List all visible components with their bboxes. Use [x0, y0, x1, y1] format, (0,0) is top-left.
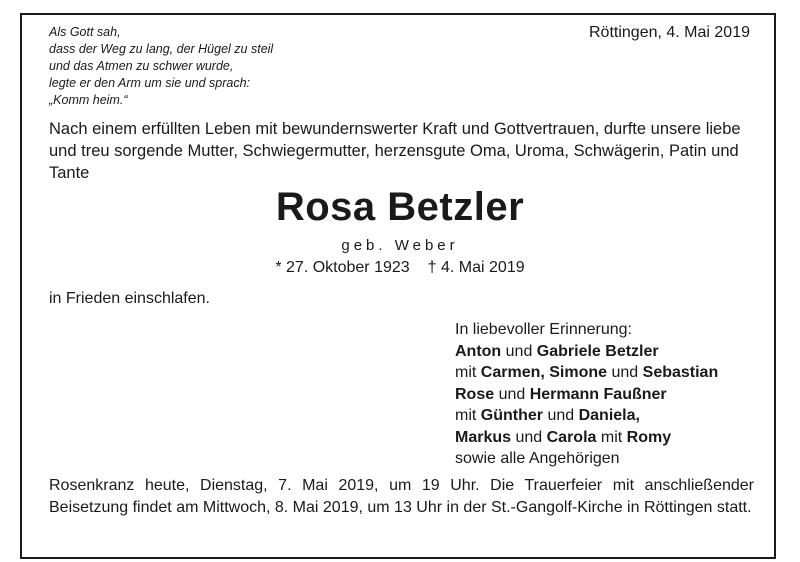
mourner-name: Markus: [455, 428, 512, 446]
joiner: und: [543, 407, 579, 424]
joiner: mit: [596, 428, 627, 446]
mourner-line: [455, 362, 718, 384]
mourner-name: Hermann Faußner: [529, 385, 667, 403]
joiner: mit: [455, 407, 481, 424]
life-dates: [0, 258, 800, 278]
poem-line: legte er den Arm um sie und sprach:: [49, 76, 251, 90]
mourner-line: [455, 341, 718, 363]
mourner-name: Rose: [455, 385, 495, 403]
poem-line: und das Atmen zu schwer wurde,: [49, 59, 234, 73]
place-date: Röttingen, 4. Mai 2019: [589, 24, 750, 41]
maiden-name: geb. Weber: [341, 237, 459, 254]
intro-text: Nach einem erfüllten Leben mit bewundernswerter Kraft und Gottvertrauen, durfte unsere liebe und treu sorgende Mutter, Schwiegermutter, herzensgute Oma, Uroma, Schwägerin, Patin und Tante: [49, 120, 741, 182]
mourners-heading: In liebevoller Erinnerung:: [455, 321, 632, 338]
joiner: und: [607, 364, 643, 381]
mourner-name: Günther: [480, 407, 543, 424]
joiner: mit: [455, 364, 481, 381]
closing-text: in Frieden einschlafen.: [49, 290, 210, 307]
mourner-line: sowie alle Angehörigen: [455, 450, 620, 467]
service-info: Rosenkranz heute, Dienstag, 7. Mai 2019, um 19 Uhr. Die Trauerfeier mit anschließender Beisetzung findet am Mittwoch, 8. Mai 2019, um 13 Uhr in der St.-Gangolf-Kirche in Röttingen statt.: [49, 477, 754, 516]
mourner-name: Romy: [626, 428, 672, 446]
birth-date: * 27. Oktober 1923: [275, 259, 410, 276]
mourner-name: Carmen, Simone: [480, 364, 608, 381]
mourner-name: Gabriele Betzler: [536, 342, 659, 360]
deceased-name: Rosa Betzler: [275, 185, 525, 229]
death-date: † 4. Mai 2019: [427, 259, 525, 276]
joiner: und: [511, 428, 547, 446]
mourners-list: [455, 319, 718, 470]
mourner-name: Anton: [455, 342, 502, 360]
mourner-line: [455, 405, 718, 427]
poem-line: dass der Weg zu lang, der Hügel zu steil: [49, 42, 274, 56]
mourner-line: [455, 384, 718, 406]
mourner-name: Daniela,: [578, 407, 640, 424]
mourner-name: Sebastian: [642, 364, 719, 381]
poem-line: Als Gott sah,: [49, 25, 121, 39]
mourner-name: Carola: [546, 428, 597, 446]
joiner: und: [494, 385, 530, 403]
poem-line: „Komm heim.“: [49, 93, 128, 107]
mourner-line: [455, 427, 718, 449]
poem: [49, 24, 273, 109]
joiner: und: [501, 342, 537, 360]
